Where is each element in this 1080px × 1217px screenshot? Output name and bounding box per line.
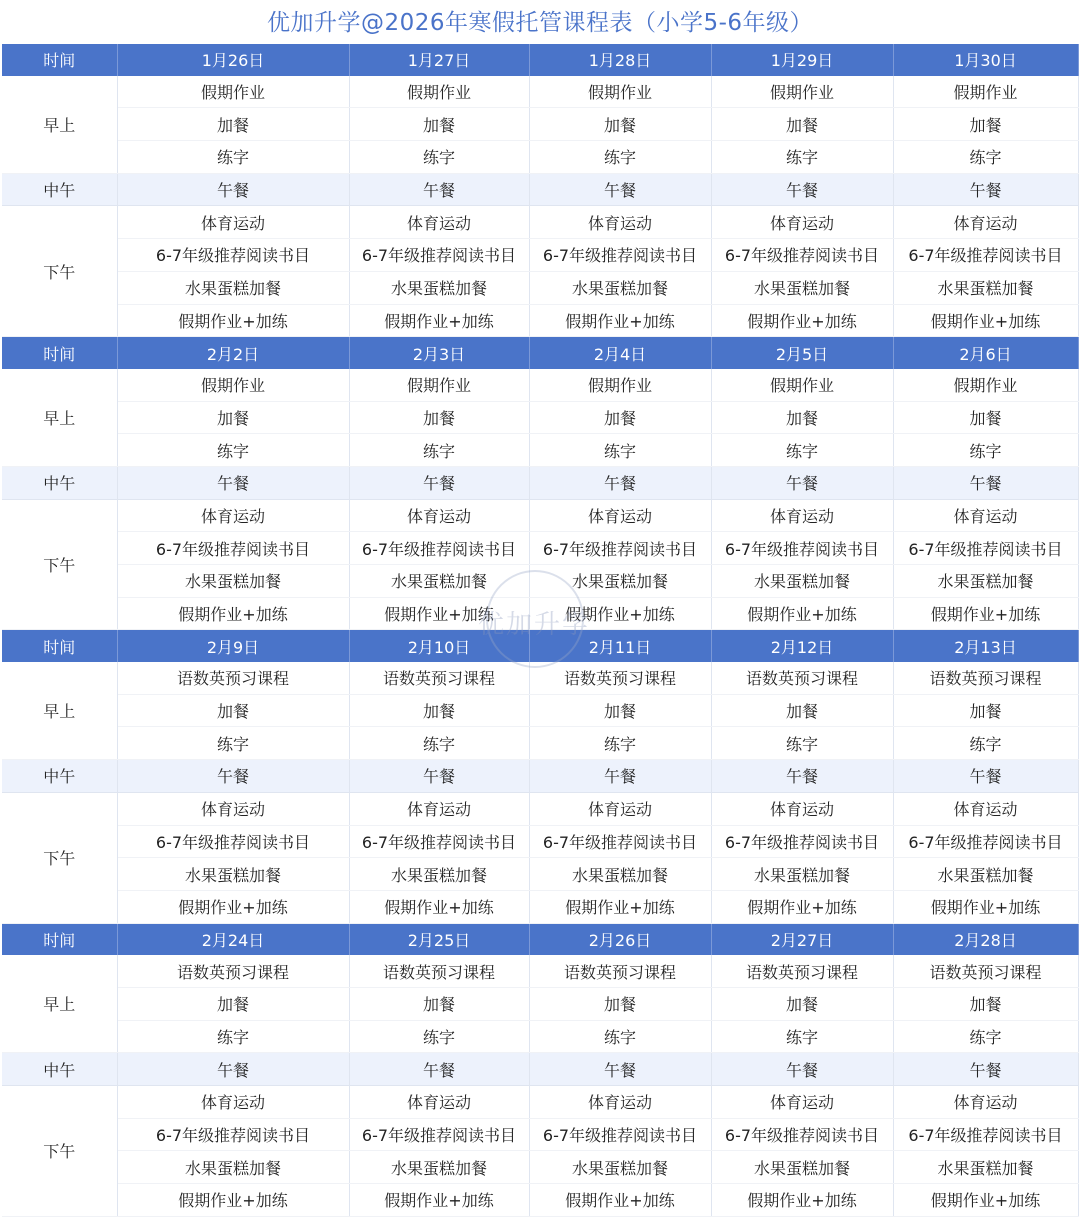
activity-cell: 加餐: [349, 108, 529, 141]
page-title: 优加升学@2026年寒假托管课程表（小学5-6年级）: [266, 10, 814, 36]
time-header-cell: 时间: [2, 337, 117, 369]
activity-cell: 午餐: [893, 760, 1078, 793]
activity-cell: 假期作业+加练: [893, 597, 1078, 630]
activity-cell: 水果蛋糕加餐: [349, 271, 529, 304]
afternoon-activity-row: [2, 825, 1078, 858]
activity-cell: 假期作业+加练: [529, 890, 711, 923]
activity-cell: 体育运动: [529, 206, 711, 239]
activity-cell: 6-7年级推荐阅读书目: [529, 1118, 711, 1151]
activity-cell: 练字: [711, 1020, 893, 1053]
activity-cell: 语数英预习课程: [711, 662, 893, 694]
activity-cell: 假期作业+加练: [349, 304, 529, 337]
afternoon-activity-row: [2, 532, 1078, 565]
activity-cell: 练字: [529, 434, 711, 467]
activity-cell: 语数英预习课程: [349, 662, 529, 694]
activity-cell: 6-7年级推荐阅读书目: [893, 1118, 1078, 1151]
activity-cell: 假期作业+加练: [711, 304, 893, 337]
activity-cell: 午餐: [117, 173, 349, 206]
noon-activity-row: [2, 1053, 1078, 1086]
activity-cell: 体育运动: [117, 206, 349, 239]
activity-cell: 加餐: [893, 401, 1078, 434]
activity-cell: 午餐: [117, 1053, 349, 1086]
watermark-text: 优加升学: [477, 610, 590, 640]
activity-cell: 假期作业: [893, 76, 1078, 108]
activity-cell: 加餐: [529, 108, 711, 141]
activity-cell: 假期作业+加练: [349, 597, 529, 630]
activity-cell: 假期作业+加练: [117, 1184, 349, 1217]
activity-cell: 练字: [711, 727, 893, 760]
morning-activity-row: [2, 727, 1078, 760]
activity-cell: 假期作业: [711, 369, 893, 401]
afternoon-activity-row: [2, 1086, 1078, 1119]
activity-cell: 语数英预习课程: [893, 955, 1078, 987]
period-label-morning: 早上: [2, 955, 117, 1053]
activity-cell: 假期作业: [117, 76, 349, 108]
activity-cell: 假期作业+加练: [529, 597, 711, 630]
activity-cell: 6-7年级推荐阅读书目: [349, 532, 529, 565]
activity-cell: 加餐: [117, 401, 349, 434]
activity-cell: 假期作业+加练: [117, 890, 349, 923]
activity-cell: 午餐: [117, 760, 349, 793]
week-header-row: [2, 44, 1078, 76]
activity-cell: 假期作业: [117, 369, 349, 401]
activity-cell: 午餐: [349, 173, 529, 206]
activity-cell: 体育运动: [893, 206, 1078, 239]
activity-cell: 练字: [711, 141, 893, 174]
activity-cell: 练字: [117, 434, 349, 467]
time-header-cell: 时间: [2, 630, 117, 662]
date-header-cell: 2月13日: [893, 630, 1078, 662]
time-header-cell: 时间: [2, 923, 117, 955]
activity-cell: 加餐: [893, 987, 1078, 1020]
period-label-morning: 早上: [2, 662, 117, 760]
period-label-noon: 中午: [2, 173, 117, 206]
activity-cell: 水果蛋糕加餐: [711, 271, 893, 304]
period-label-morning: 早上: [2, 369, 117, 467]
activity-cell: 午餐: [893, 1053, 1078, 1086]
noon-activity-row: [2, 466, 1078, 499]
activity-cell: 水果蛋糕加餐: [893, 271, 1078, 304]
activity-cell: 练字: [349, 141, 529, 174]
activity-cell: 加餐: [711, 108, 893, 141]
activity-cell: 加餐: [711, 694, 893, 727]
date-header-cell: 2月27日: [711, 923, 893, 955]
afternoon-activity-row: [2, 858, 1078, 891]
activity-cell: 午餐: [893, 173, 1078, 206]
activity-cell: 假期作业: [529, 369, 711, 401]
activity-cell: 练字: [529, 1020, 711, 1053]
afternoon-activity-row: [2, 271, 1078, 304]
activity-cell: 练字: [893, 1020, 1078, 1053]
activity-cell: 体育运动: [117, 1086, 349, 1119]
activity-cell: 语数英预习课程: [349, 955, 529, 987]
afternoon-activity-row: [2, 304, 1078, 337]
activity-cell: 假期作业+加练: [349, 890, 529, 923]
activity-cell: 午餐: [711, 1053, 893, 1086]
morning-activity-row: [2, 141, 1078, 174]
morning-activity-row: [2, 108, 1078, 141]
activity-cell: 体育运动: [349, 499, 529, 532]
week-header-row: [2, 337, 1078, 369]
activity-cell: 6-7年级推荐阅读书目: [893, 825, 1078, 858]
activity-cell: 水果蛋糕加餐: [711, 1151, 893, 1184]
activity-cell: 水果蛋糕加餐: [529, 271, 711, 304]
afternoon-activity-row: [2, 239, 1078, 272]
activity-cell: 6-7年级推荐阅读书目: [349, 239, 529, 272]
activity-cell: 午餐: [711, 466, 893, 499]
date-header-cell: 2月3日: [349, 337, 529, 369]
activity-cell: 水果蛋糕加餐: [117, 565, 349, 598]
activity-cell: 加餐: [117, 108, 349, 141]
activity-cell: 加餐: [349, 987, 529, 1020]
date-header-cell: 1月27日: [349, 44, 529, 76]
date-header-cell: 1月28日: [529, 44, 711, 76]
date-header-cell: 2月26日: [529, 923, 711, 955]
activity-cell: 午餐: [529, 1053, 711, 1086]
period-label-afternoon: 下午: [2, 499, 117, 630]
period-label-afternoon: 下午: [2, 206, 117, 337]
activity-cell: 假期作业: [711, 76, 893, 108]
activity-cell: 体育运动: [529, 792, 711, 825]
activity-cell: 6-7年级推荐阅读书目: [529, 825, 711, 858]
date-header-cell: 2月25日: [349, 923, 529, 955]
activity-cell: 体育运动: [529, 1086, 711, 1119]
activity-cell: 水果蛋糕加餐: [349, 858, 529, 891]
activity-cell: 假期作业+加练: [711, 1184, 893, 1217]
activity-cell: 午餐: [529, 760, 711, 793]
activity-cell: 加餐: [893, 108, 1078, 141]
activity-cell: 6-7年级推荐阅读书目: [117, 239, 349, 272]
activity-cell: 水果蛋糕加餐: [529, 565, 711, 598]
period-label-noon: 中午: [2, 1053, 117, 1086]
activity-cell: 6-7年级推荐阅读书目: [711, 1118, 893, 1151]
date-header-cell: 2月24日: [117, 923, 349, 955]
activity-cell: 加餐: [117, 987, 349, 1020]
afternoon-activity-row: [2, 1151, 1078, 1184]
activity-cell: 加餐: [349, 401, 529, 434]
date-header-cell: 2月4日: [529, 337, 711, 369]
activity-cell: 水果蛋糕加餐: [349, 1151, 529, 1184]
activity-cell: 假期作业+加练: [893, 304, 1078, 337]
activity-cell: 6-7年级推荐阅读书目: [711, 239, 893, 272]
activity-cell: 练字: [117, 727, 349, 760]
week-header-row: [2, 630, 1078, 662]
date-header-cell: 1月30日: [893, 44, 1078, 76]
activity-cell: 体育运动: [117, 499, 349, 532]
activity-cell: 6-7年级推荐阅读书目: [529, 532, 711, 565]
activity-cell: 假期作业+加练: [117, 597, 349, 630]
activity-cell: 6-7年级推荐阅读书目: [893, 532, 1078, 565]
activity-cell: 体育运动: [117, 792, 349, 825]
activity-cell: 午餐: [529, 173, 711, 206]
activity-cell: 6-7年级推荐阅读书目: [117, 532, 349, 565]
noon-activity-row: [2, 760, 1078, 793]
activity-cell: 练字: [893, 434, 1078, 467]
activity-cell: 水果蛋糕加餐: [117, 271, 349, 304]
activity-cell: 6-7年级推荐阅读书目: [711, 825, 893, 858]
activity-cell: 体育运动: [711, 499, 893, 532]
afternoon-activity-row: [2, 597, 1078, 630]
activity-cell: 午餐: [529, 466, 711, 499]
activity-cell: 水果蛋糕加餐: [711, 858, 893, 891]
activity-cell: 水果蛋糕加餐: [893, 858, 1078, 891]
activity-cell: 加餐: [711, 987, 893, 1020]
activity-cell: 练字: [711, 434, 893, 467]
activity-cell: 加餐: [529, 987, 711, 1020]
afternoon-activity-row: [2, 890, 1078, 923]
activity-cell: 假期作业+加练: [117, 304, 349, 337]
activity-cell: 6-7年级推荐阅读书目: [349, 1118, 529, 1151]
activity-cell: 午餐: [711, 760, 893, 793]
activity-cell: 语数英预习课程: [893, 662, 1078, 694]
morning-activity-row: [2, 1020, 1078, 1053]
activity-cell: 体育运动: [893, 1086, 1078, 1119]
activity-cell: 练字: [117, 1020, 349, 1053]
noon-activity-row: [2, 173, 1078, 206]
activity-cell: 假期作业: [529, 76, 711, 108]
week-header-row: [2, 923, 1078, 955]
activity-cell: 假期作业: [893, 369, 1078, 401]
activity-cell: 体育运动: [711, 792, 893, 825]
period-label-afternoon: 下午: [2, 792, 117, 923]
activity-cell: 6-7年级推荐阅读书目: [711, 532, 893, 565]
activity-cell: 体育运动: [529, 499, 711, 532]
activity-cell: 体育运动: [893, 499, 1078, 532]
activity-cell: 水果蛋糕加餐: [893, 565, 1078, 598]
date-header-cell: 2月9日: [117, 630, 349, 662]
morning-activity-row: [2, 401, 1078, 434]
activity-cell: 午餐: [711, 173, 893, 206]
activity-cell: 6-7年级推荐阅读书目: [117, 1118, 349, 1151]
period-label-noon: 中午: [2, 466, 117, 499]
activity-cell: 练字: [349, 727, 529, 760]
activity-cell: 假期作业+加练: [711, 890, 893, 923]
date-header-cell: 2月10日: [349, 630, 529, 662]
activity-cell: 水果蛋糕加餐: [529, 1151, 711, 1184]
activity-cell: 6-7年级推荐阅读书目: [893, 239, 1078, 272]
activity-cell: 水果蛋糕加餐: [711, 565, 893, 598]
date-header-cell: 2月2日: [117, 337, 349, 369]
period-label-morning: 早上: [2, 76, 117, 174]
activity-cell: 午餐: [349, 466, 529, 499]
activity-cell: 练字: [349, 434, 529, 467]
activity-cell: 语数英预习课程: [529, 955, 711, 987]
activity-cell: 6-7年级推荐阅读书目: [117, 825, 349, 858]
activity-cell: 练字: [529, 141, 711, 174]
activity-cell: 水果蛋糕加餐: [529, 858, 711, 891]
period-label-noon: 中午: [2, 760, 117, 793]
activity-cell: 水果蛋糕加餐: [893, 1151, 1078, 1184]
activity-cell: 体育运动: [711, 1086, 893, 1119]
time-header-cell: 时间: [2, 44, 117, 76]
afternoon-activity-row: [2, 565, 1078, 598]
date-header-cell: 2月5日: [711, 337, 893, 369]
afternoon-activity-row: [2, 499, 1078, 532]
activity-cell: 练字: [117, 141, 349, 174]
activity-cell: 体育运动: [349, 206, 529, 239]
date-header-cell: 2月12日: [711, 630, 893, 662]
activity-cell: 假期作业: [349, 369, 529, 401]
activity-cell: 午餐: [349, 1053, 529, 1086]
activity-cell: 假期作业+加练: [529, 1184, 711, 1217]
activity-cell: 练字: [529, 727, 711, 760]
activity-cell: 加餐: [711, 401, 893, 434]
afternoon-activity-row: [2, 792, 1078, 825]
activity-cell: 练字: [893, 141, 1078, 174]
morning-activity-row: [2, 694, 1078, 727]
activity-cell: 语数英预习课程: [711, 955, 893, 987]
date-header-cell: 2月28日: [893, 923, 1078, 955]
date-header-cell: 2月6日: [893, 337, 1078, 369]
period-label-afternoon: 下午: [2, 1086, 117, 1217]
activity-cell: 假期作业+加练: [711, 597, 893, 630]
date-header-cell: 1月26日: [117, 44, 349, 76]
activity-cell: 水果蛋糕加餐: [349, 565, 529, 598]
activity-cell: 体育运动: [893, 792, 1078, 825]
afternoon-activity-row: [2, 206, 1078, 239]
morning-activity-row: [2, 662, 1078, 694]
activity-cell: 水果蛋糕加餐: [117, 858, 349, 891]
activity-cell: 体育运动: [349, 1086, 529, 1119]
date-header-cell: 1月29日: [711, 44, 893, 76]
morning-activity-row: [2, 369, 1078, 401]
activity-cell: 体育运动: [711, 206, 893, 239]
morning-activity-row: [2, 987, 1078, 1020]
activity-cell: 6-7年级推荐阅读书目: [349, 825, 529, 858]
afternoon-activity-row: [2, 1184, 1078, 1217]
activity-cell: 体育运动: [349, 792, 529, 825]
activity-cell: 加餐: [117, 694, 349, 727]
activity-cell: 语数英预习课程: [117, 662, 349, 694]
activity-cell: 假期作业: [349, 76, 529, 108]
morning-activity-row: [2, 434, 1078, 467]
activity-cell: 加餐: [529, 694, 711, 727]
activity-cell: 加餐: [529, 401, 711, 434]
activity-cell: 假期作业+加练: [349, 1184, 529, 1217]
activity-cell: 水果蛋糕加餐: [117, 1151, 349, 1184]
activity-cell: 练字: [893, 727, 1078, 760]
activity-cell: 练字: [349, 1020, 529, 1053]
activity-cell: 语数英预习课程: [117, 955, 349, 987]
afternoon-activity-row: [2, 1118, 1078, 1151]
activity-cell: 语数英预习课程: [529, 662, 711, 694]
morning-activity-row: [2, 955, 1078, 987]
activity-cell: 6-7年级推荐阅读书目: [529, 239, 711, 272]
schedule-table: [2, 44, 1079, 1217]
activity-cell: 假期作业+加练: [529, 304, 711, 337]
activity-cell: 假期作业+加练: [893, 890, 1078, 923]
date-header-cell: 2月11日: [529, 630, 711, 662]
activity-cell: 午餐: [349, 760, 529, 793]
activity-cell: 加餐: [893, 694, 1078, 727]
morning-activity-row: [2, 76, 1078, 108]
activity-cell: 假期作业+加练: [893, 1184, 1078, 1217]
activity-cell: 午餐: [893, 466, 1078, 499]
activity-cell: 加餐: [349, 694, 529, 727]
activity-cell: 午餐: [117, 466, 349, 499]
